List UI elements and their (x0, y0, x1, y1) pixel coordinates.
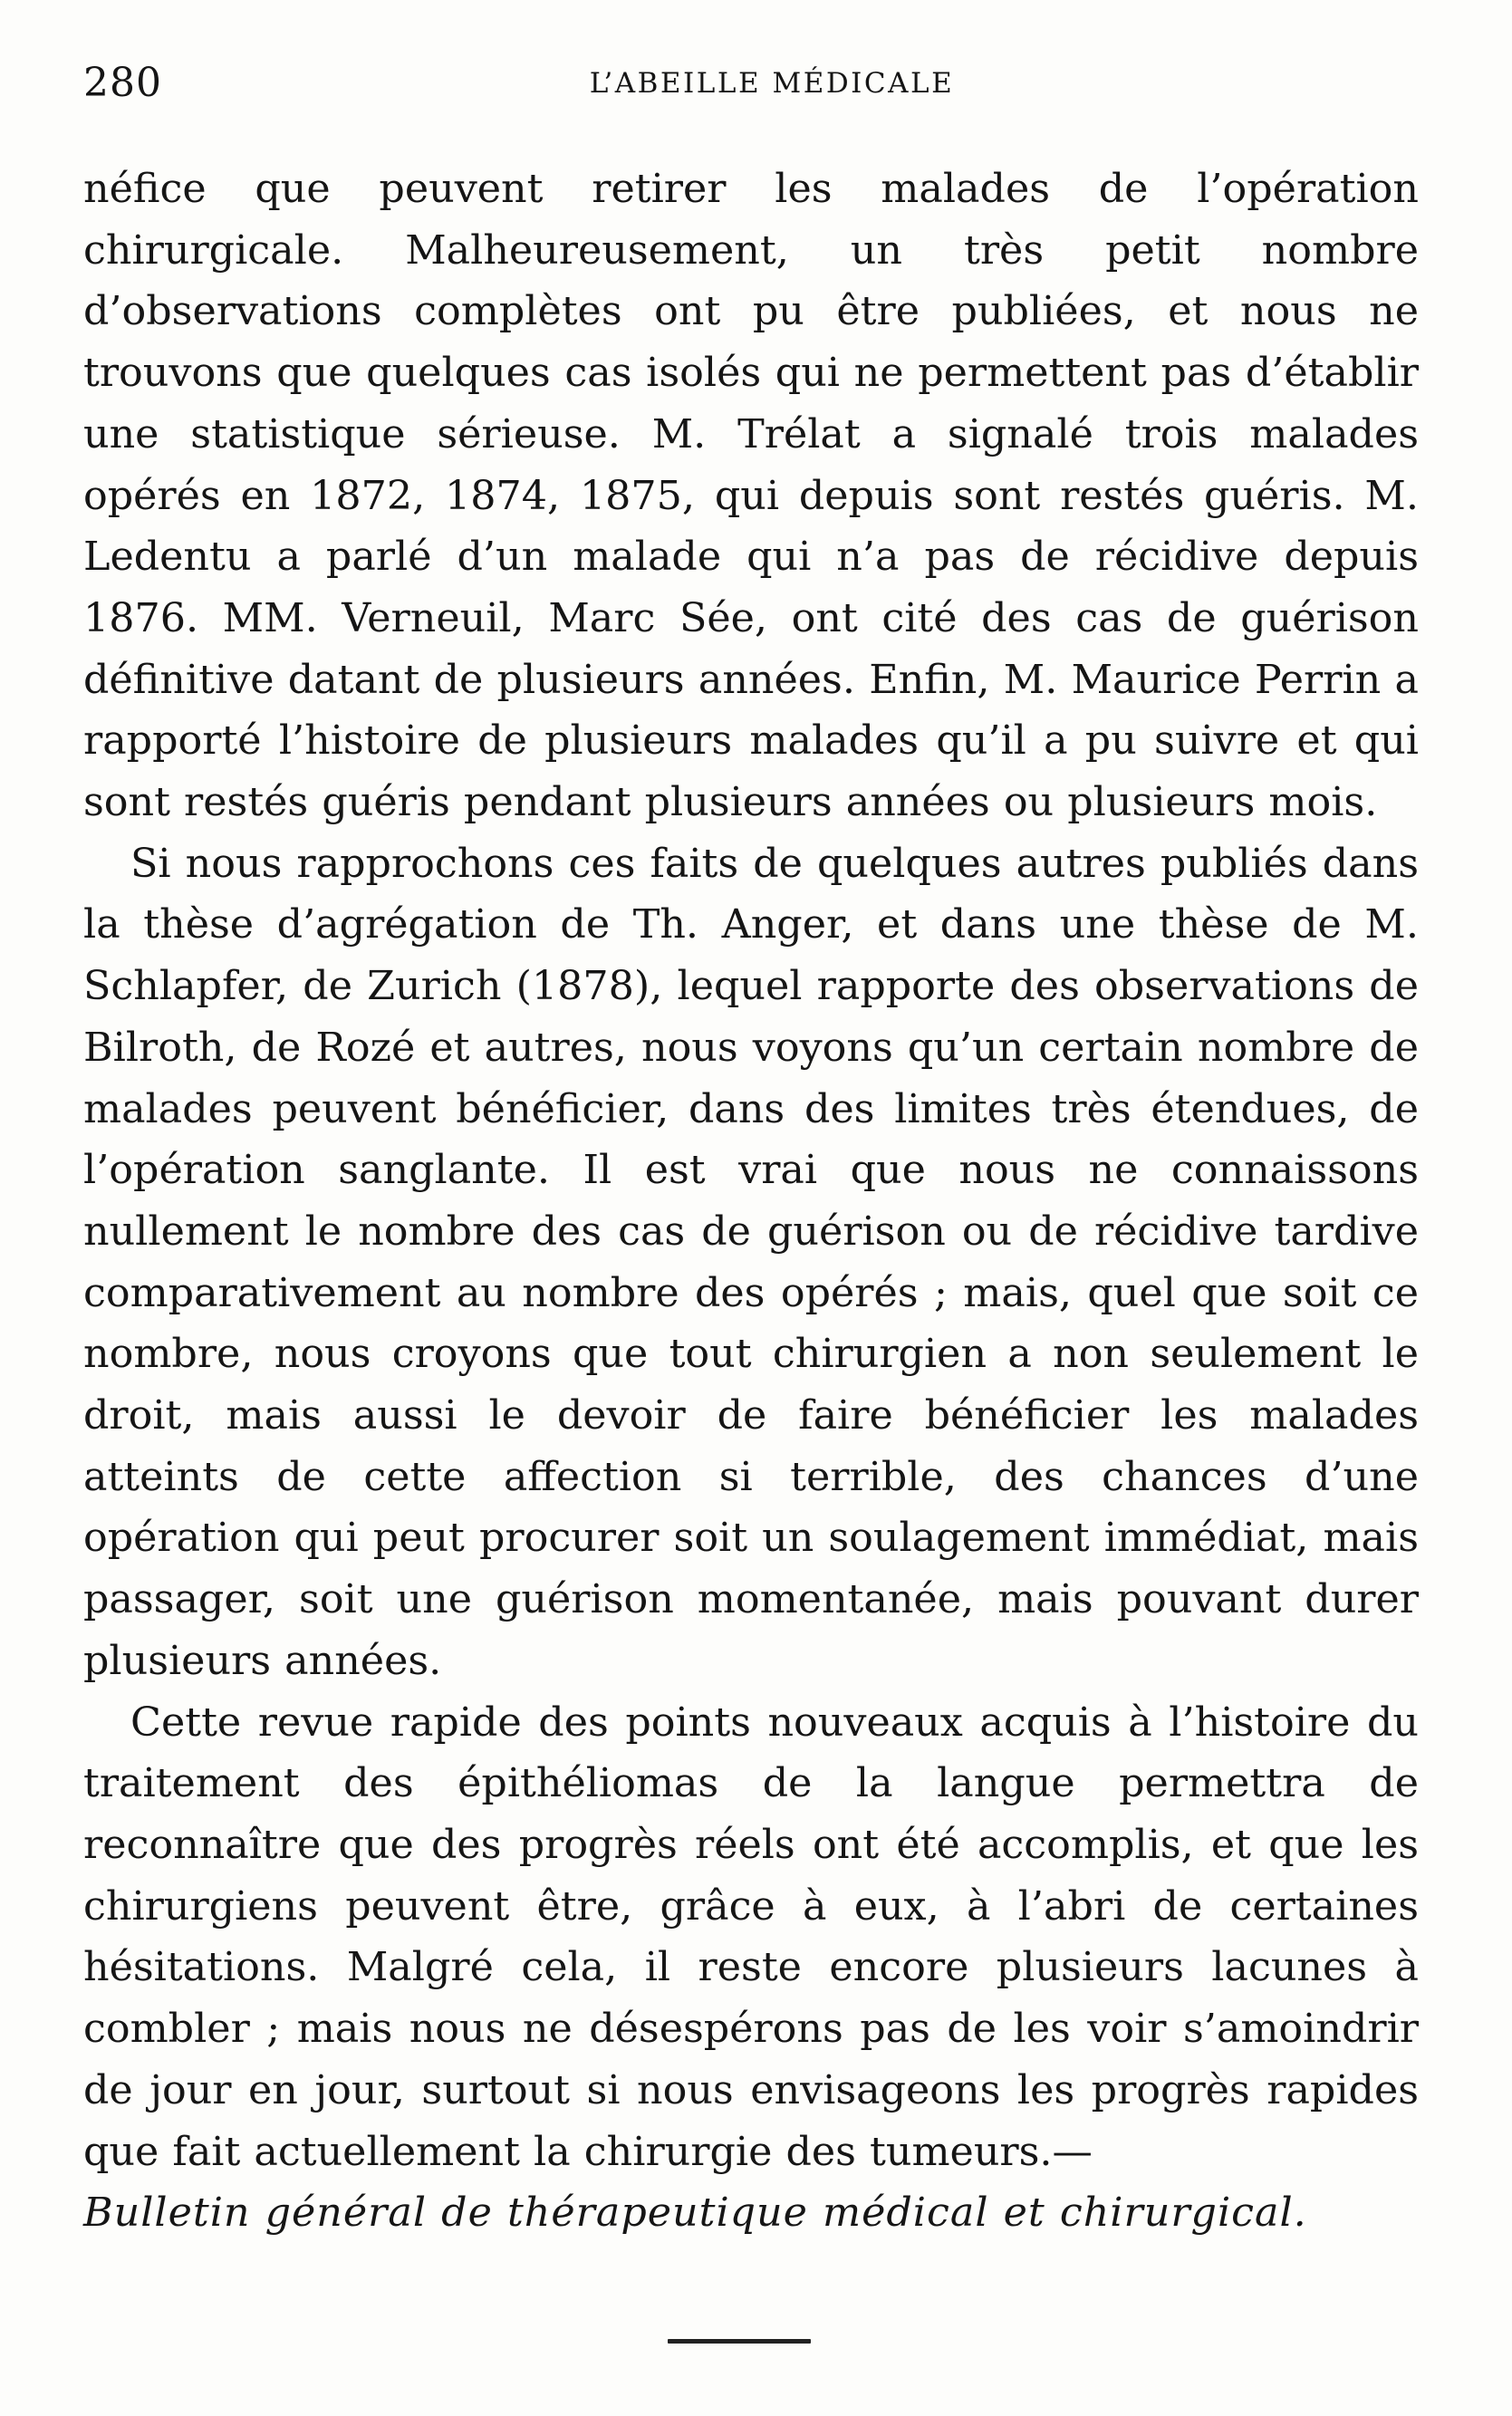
page-number: 280 (83, 60, 162, 106)
source-citation: Bulletin général de thérapeutique médical et chirurgical. (83, 2190, 1307, 2237)
article-body (83, 159, 1419, 2244)
section-divider (668, 2339, 811, 2344)
page-header (83, 60, 1415, 123)
running-title: L’ABEILLE MÉDICALE (589, 67, 955, 100)
paragraph: Si nous rapprochons ces faits de quelques autres publiés dans la thèse d’agrégation de Th. Anger, et dans une thèse de M. Schlapfer, de Zurich (1878), lequel rapporte des observations de Bilroth, de Rozé et autres, nous voyons qu’un certain nombre de malades peuvent bénéficier, dans des limites très étendues, de l’opération sanglante. Il est vrai que nous ne connaissons nullement le nombre des cas de guérison ou de récidive tardive comparativement au nombre des opérés ; mais, quel que soit ce nombre, nous croyons que tout chirurgien a non seulement le droit, mais aussi le devoir de faire bénéficier les malades atteints de cette affection si terrible, des chances d’une opération qui peut procurer soit un soulagement immédiat, mais passager, soit une guérison momentanée, mais pouvant durer plusieurs années. (83, 840, 1419, 1684)
paragraph-conclusion: Cette revue rapide des points nouveaux acquis à l’histoire du traitement des épithéliomas de la langue permettra de reconnaître que des progrès réels ont été accomplis, et que les chirurgiens peuvent être, grâce à eux, à l’abri de certaines hésitations. Malgré cela, il reste encore plusieurs lacunes à combler ; mais nous ne désespérons pas de les voir s’amoindrir de jour en jour, surtout si nous envisageons les progrès rapides que fait actuellement la chirurgie des tumeurs.— (83, 1699, 1419, 2175)
paragraph-continuation: néfice que peuvent retirer les malades de l’opération chirurgicale. Malheureusement, un très petit nombre d’observations complètes ont pu être publiées, et nous ne trouvons que quelques cas isolés qui ne permettent pas d’établir une statistique sérieuse. M. Trélat a signalé trois malades opérés en 1872, 1874, 1875, qui depuis sont restés guéris. M. Ledentu a parlé d’un malade qui n’a pas de récidive depuis 1876. MM. Verneuil, Marc Sée, ont cité des cas de guérison définitive datant de plusieurs années. Enfin, M. Maurice Perrin a rapporté l’histoire de plusieurs malades qu’il a pu suivre et qui sont restés guéris pendant plusieurs années ou plusieurs mois. (83, 166, 1419, 826)
